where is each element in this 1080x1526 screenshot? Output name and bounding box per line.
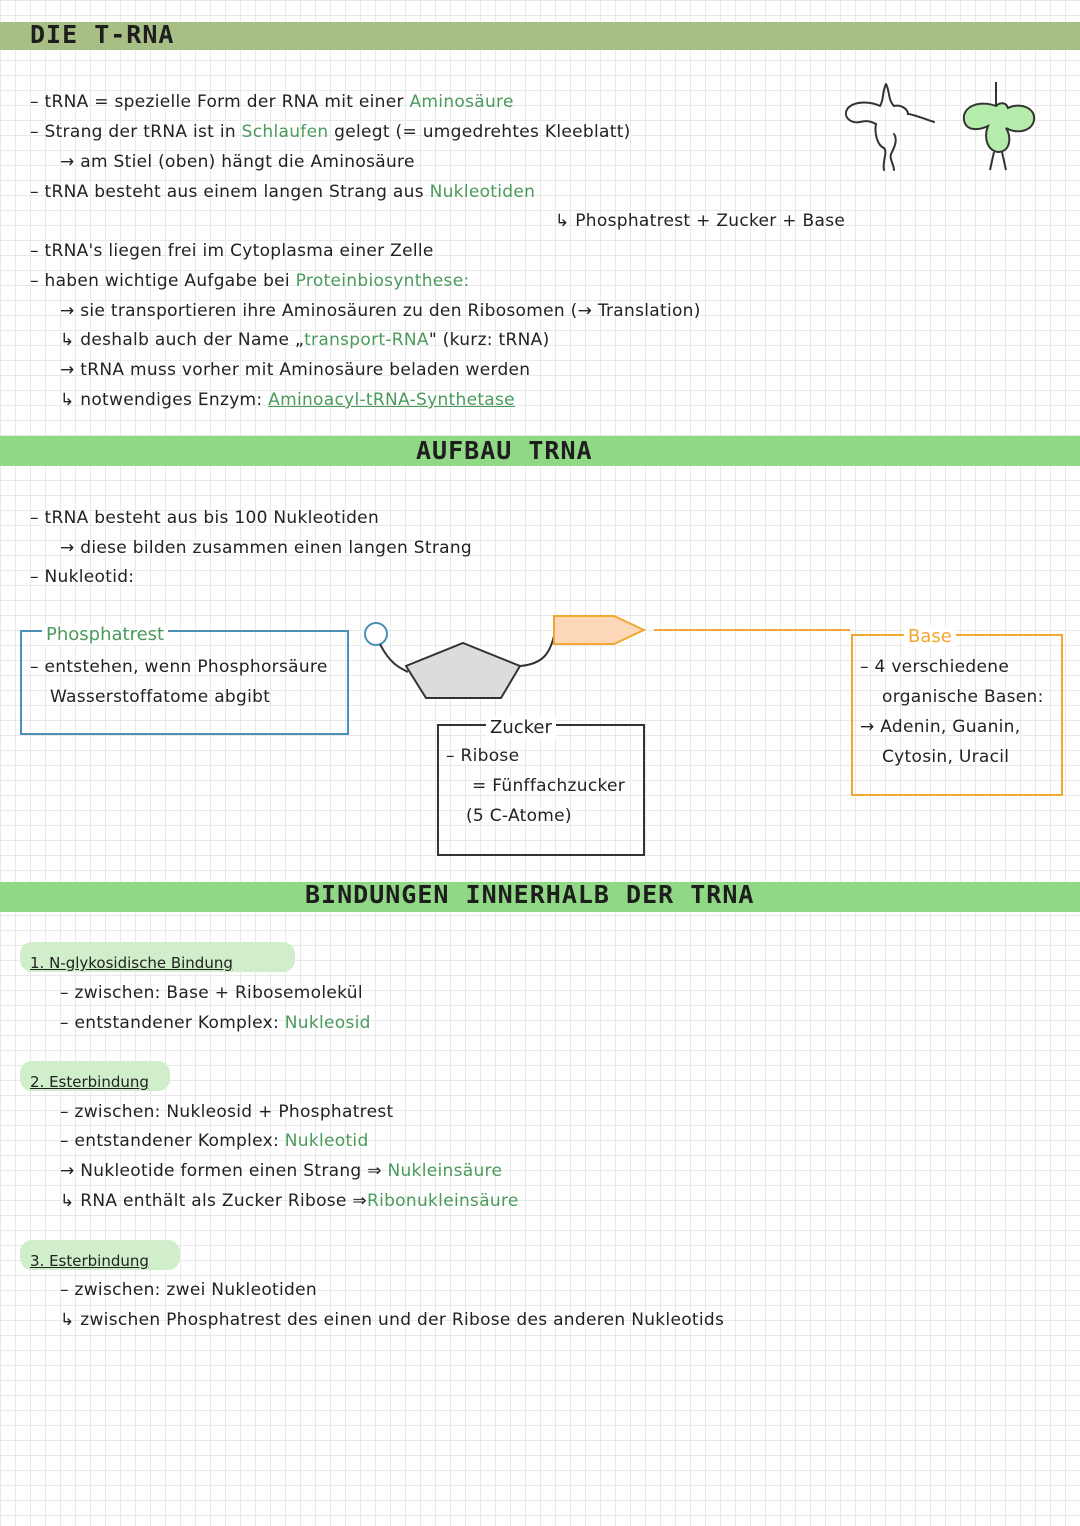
intro-line-6: – tRNA's liegen frei im Cytoplasma einer Zelle	[30, 241, 434, 261]
base-title: Base	[904, 626, 956, 647]
trna-outline-icon	[838, 78, 938, 174]
bindung-3-title: 3. Esterbindung	[30, 1252, 149, 1270]
zucker-line-3: (5 C-Atome)	[466, 806, 572, 826]
bindung-3-line-1: – zwischen: zwei Nukleotiden	[60, 1280, 317, 1300]
phosphate-circle	[365, 623, 387, 645]
base-pentagon-arrow	[554, 616, 644, 644]
aufbau-line-1: – tRNA besteht aus bis 100 Nukleotiden	[30, 508, 380, 528]
zucker-line-2: = Fünffachzucker	[472, 776, 626, 796]
intro-line-10: → tRNA muss vorher mit Aminosäure beladen werden	[60, 360, 531, 380]
intro-line-2: – Strang der tRNA ist in Schlaufen gelegt (= umgedrehtes Kleeblatt)	[30, 122, 631, 142]
intro-line-11: ↳ notwendiges Enzym: Aminoacyl-tRNA-Synthetase	[60, 390, 515, 410]
bindung-1-line-1: – zwischen: Base + Ribosemolekül	[60, 983, 363, 1003]
base-line-2: organische Basen:	[882, 687, 1044, 707]
phosphatrest-title: Phosphatrest	[42, 624, 168, 645]
trna-cloverleaf-icon	[950, 78, 1042, 174]
bindung-2-title: 2. Esterbindung	[30, 1073, 149, 1091]
bindung-2-line-4: ↳ RNA enthält als Zucker Ribose ⇒Ribonukleinsäure	[60, 1191, 519, 1211]
aufbau-line-2: → diese bilden zusammen einen langen Strang	[60, 538, 473, 558]
intro-line-8: → sie transportieren ihre Aminosäuren zu den Ribosomen (→ Translation)	[60, 301, 701, 321]
phosphatrest-line-1: – entstehen, wenn Phosphorsäure	[30, 657, 328, 677]
intro-line-4: – tRNA besteht aus einem langen Strang aus Nukleotiden	[30, 182, 536, 202]
intro-line-3: → am Stiel (oben) hängt die Aminosäure	[60, 152, 415, 172]
base-line-3: → Adenin, Guanin,	[860, 717, 1021, 737]
bindungen-heading: BINDUNGEN INNERHALB DER TRNA	[305, 880, 755, 909]
aufbau-heading: AUFBAU TRNA	[416, 436, 593, 465]
zucker-line-1: – Ribose	[446, 746, 520, 766]
base-line-1: – 4 verschiedene	[860, 657, 1010, 677]
aufbau-line-3: – Nukleotid:	[30, 567, 135, 587]
base-line-4: Cytosin, Uracil	[882, 747, 1010, 767]
phosphatrest-box	[20, 630, 349, 735]
nucleotide-diagram	[360, 612, 850, 702]
intro-line-9: ↳ deshalb auch der Name „transport-RNA" (kurz: tRNA)	[60, 330, 550, 350]
intro-line-1: – tRNA = spezielle Form der RNA mit einer Aminosäure	[30, 92, 514, 112]
bindung-3-line-2: ↳ zwischen Phosphatrest des einen und der Ribose des anderen Nukleotids	[60, 1310, 725, 1330]
zucker-title: Zucker	[486, 717, 556, 738]
phosphatrest-line-2: Wasserstoffatome abgibt	[50, 687, 271, 707]
intro-line-7: – haben wichtige Aufgabe bei Proteinbiosynthese:	[30, 271, 470, 291]
bindung-2-line-1: – zwischen: Nukleosid + Phosphatrest	[60, 1102, 394, 1122]
bindung-1-title: 1. N-glykosidische Bindung	[30, 954, 233, 972]
bindung-1-line-2: – entstandener Komplex: Nukleosid	[60, 1013, 371, 1033]
page-title: DIE T-RNA	[30, 20, 175, 49]
bindung-2-line-3: → Nukleotide formen einen Strang ⇒ Nukleinsäure	[60, 1161, 503, 1181]
ribose-pentagon	[406, 643, 520, 698]
intro-line-5: ↳ Phosphatrest + Zucker + Base	[555, 211, 846, 231]
bindung-2-line-2: – entstandener Komplex: Nukleotid	[60, 1131, 369, 1151]
